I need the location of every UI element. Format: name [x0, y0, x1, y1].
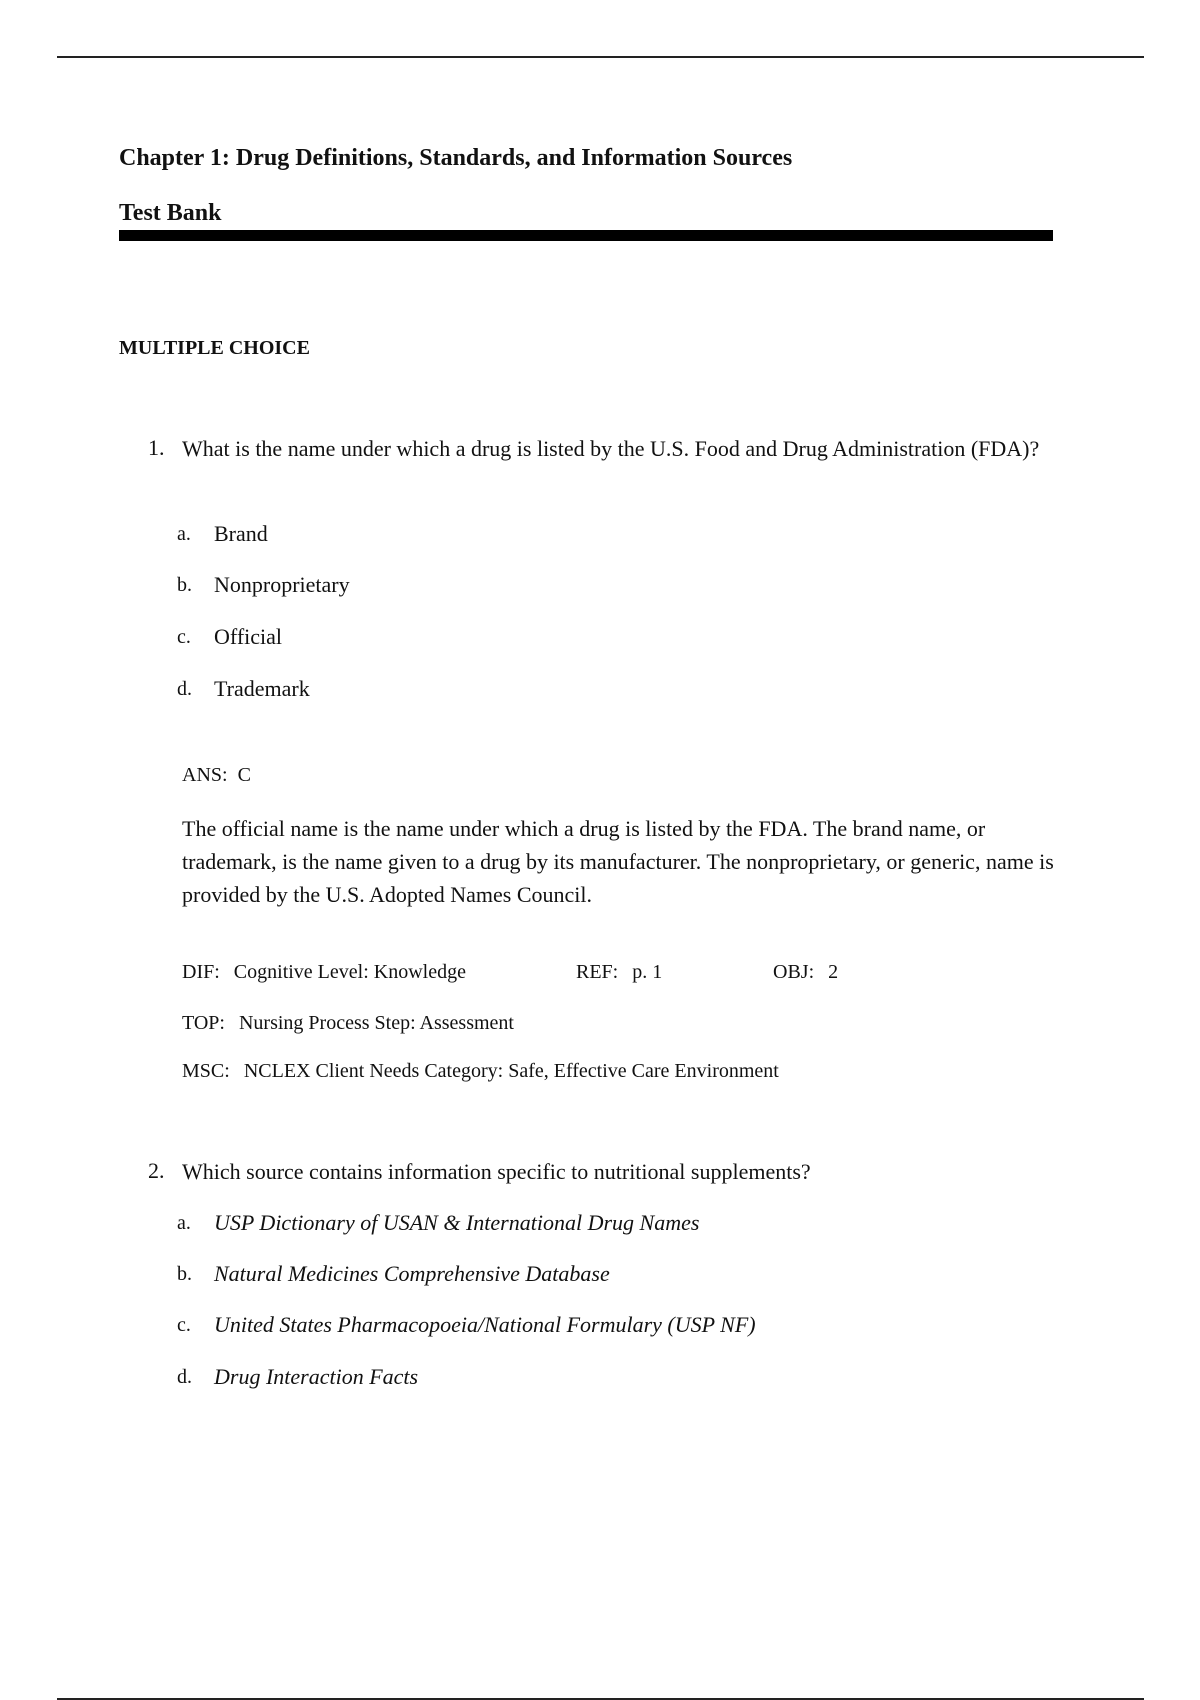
dif-label: DIF: — [182, 961, 220, 983]
option-letter: a. — [177, 523, 191, 545]
msc-value: NCLEX Client Needs Category: Safe, Effective Care Environment — [243, 1060, 779, 1082]
option-text: USP Dictionary of USAN & International Drug Names — [214, 1210, 700, 1235]
subtitle-test-bank: Test Bank — [119, 200, 222, 226]
obj-label: OBJ: — [773, 961, 815, 983]
ref-label: REF: — [576, 961, 619, 983]
chapter-title: Chapter 1: Drug Definitions, Standards, and Information Sources — [119, 145, 793, 171]
section-heading: MULTIPLE CHOICE — [119, 337, 310, 359]
msc-label: MSC: — [182, 1060, 230, 1082]
question-text: What is the name under which a drug is listed by the U.S. Food and Drug Administration (FDA)? — [182, 436, 1040, 461]
option-letter: a. — [177, 1212, 191, 1234]
option-text: Brand — [214, 521, 268, 546]
option-text: Drug Interaction Facts — [214, 1364, 419, 1389]
msc-field — [182, 1060, 779, 1083]
option-text: Nonproprietary — [214, 572, 350, 597]
option-letter: b. — [177, 1263, 192, 1285]
top-label: TOP: — [182, 1012, 225, 1034]
answer-value: C — [237, 764, 251, 786]
topic-field — [182, 1012, 514, 1035]
question-number: 2. — [148, 1158, 165, 1183]
option-letter: d. — [177, 1366, 192, 1388]
top-rule — [57, 56, 1144, 58]
header-divider — [119, 230, 1053, 241]
question-text: Which source contains information specific to nutritional supplements? — [182, 1159, 811, 1184]
top-value: Nursing Process Step: Assessment — [238, 1012, 514, 1034]
option-letter: d. — [177, 678, 192, 700]
dif-value: Cognitive Level: Knowledge — [233, 961, 466, 983]
answer-rationale: The official name is the name under which a drug is listed by the FDA. The brand name, or trademark, is the name given to a drug by its manufacturer. The nonproprietary, or generic, name is provided by the U.S. Adopted Names Council. — [182, 816, 1054, 907]
reference-field — [576, 961, 662, 984]
answer-label: ANS: — [182, 764, 228, 786]
objective-field — [773, 961, 838, 984]
difficulty-field — [182, 961, 466, 984]
option-letter: c. — [177, 1314, 191, 1336]
option-letter: b. — [177, 574, 192, 596]
option-text: Natural Medicines Comprehensive Database — [214, 1261, 610, 1286]
ref-value: p. 1 — [632, 961, 663, 983]
option-text: Trademark — [214, 676, 310, 701]
question-number: 1. — [148, 435, 165, 460]
answer-key — [182, 764, 251, 787]
obj-value: 2 — [828, 961, 839, 983]
option-text: United States Pharmacopoeia/National Formulary (USP NF) — [214, 1312, 756, 1337]
option-letter: c. — [177, 626, 191, 648]
option-text: Official — [214, 624, 283, 649]
